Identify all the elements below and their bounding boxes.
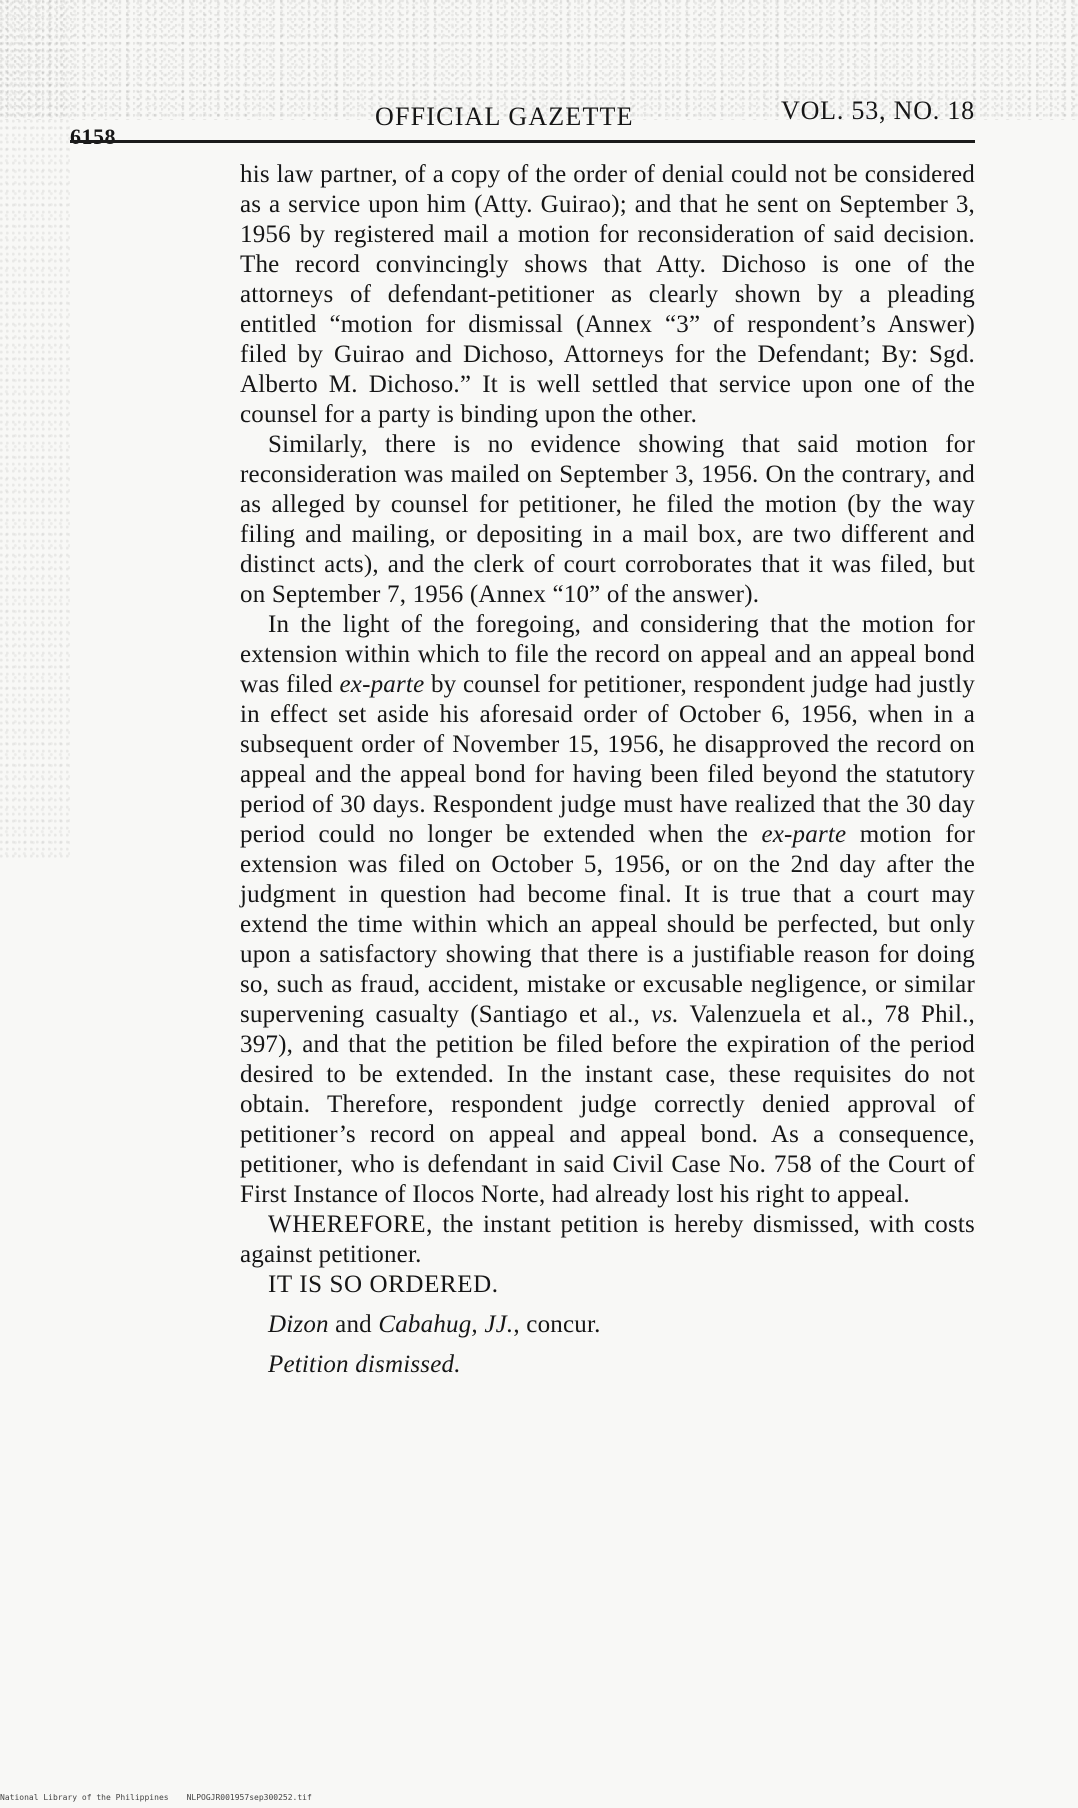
justice-dizon: Dizon — [268, 1311, 329, 1338]
ordered-line: IT IS SO ORDERED. — [268, 1271, 499, 1298]
paragraph-2: Similarly, there is no evidence showing that said motion for reconsideration was mailed on September 3, 1956. On the contrary, and as alleged by counsel for petitioner, he filed the motion (by the way filing and mailing, or depositing in a mail box, are two different and distinct acts), and the clerk of court corroborates that it was filed, but on September 7, 1956 (Annex “10” of the answer). — [240, 431, 975, 608]
scan-filename: NLPOGJR001957sep300252.tif — [186, 1793, 312, 1802]
header-rule — [70, 140, 975, 143]
concur-suffix: , concur. — [513, 1311, 601, 1338]
dismissal-line: Petition dismissed. — [268, 1351, 461, 1378]
paragraph-3 — [240, 610, 975, 1210]
wherefore-label: WHEREFORE, — [268, 1211, 434, 1238]
paragraph-3-part-c: by counsel for petitioner, respondent judge had justly in effect set aside his aforesaid order of October 6, 1956, when in a subsequent order of November 15, 1956, he disapproved the record on appeal and the appeal bond for having been filed beyond the statutory period of 30 days. Respondent judge must have realized that the 30 day period could no longer be extended when the — [240, 671, 975, 848]
scan-footer — [0, 1793, 312, 1802]
concurrence-line — [240, 1310, 975, 1340]
paragraph-3-part-a: In the light of the foregoing, and considering that the motion for extension within which to file the record on appeal and an appeal bond was filed — [240, 611, 975, 698]
concur-and: and — [328, 1311, 379, 1338]
library-credit: National Library of the Philippines — [0, 1793, 169, 1802]
paragraph-3-part-e: motion for extension was filed on October 5, 1956, or on the 2nd day after the judgment in question had become final. It is true that a court may extend the time within which an appeal should be perfected, but only upon a satisfactory showing that there is a justifiable reason for doing so, such as fraud, accident, mistake or excusable negligence, or similar supervening casualty (Santiago et al., — [240, 821, 975, 1028]
paragraph-4-text: the instant petition is hereby dismissed, with costs against petitioner. — [240, 1211, 975, 1268]
paragraph-3-ex-parte-1: ex-parte — [339, 671, 425, 698]
paragraph-1: his law partner, of a copy of the order of denial could not be considered as a service upon him (Atty. Guirao); and that he sent on September 3, 1956 by registered mail a motion for reconsideration of said decision. The record convincingly shows that Atty. Dichoso is one of the attorneys of defendant-petitioner as clearly shown by a pleading entitled “motion for dismissal (Annex “3” of respondent’s Answer) filed by Guirao and Dichoso, Attorneys for the Defendant; By: Sgd. Alberto M. Dichoso.” It is well settled that service upon one of the counsel for a party is binding upon the other. — [240, 161, 975, 428]
paragraph-3-part-g: Valenzuela et al., 78 Phil., 397), and that the petition be filed before the expiration of the period desired to be extended. In the instant case, these requisites do not obtain. Therefore, respondent judge correctly denied approval of petitioner’s record on appeal and appeal bond. As a consequence, petitioner, who is defendant in said Civil Case No. 758 of the Court of First Instance of Ilocos Norte, had already lost his right to appeal. — [240, 1001, 975, 1208]
volume-number: VOL. 53, NO. 18 — [781, 96, 975, 125]
paragraph-3-versus: vs. — [651, 1001, 679, 1028]
document-body — [240, 160, 975, 1380]
page-number: 6158 — [70, 124, 116, 149]
publication-title: OFFICIAL GAZETTE — [375, 102, 634, 131]
page-header — [70, 96, 975, 149]
justice-cabahug: Cabahug, JJ. — [378, 1311, 514, 1338]
scan-noise-left — [0, 0, 70, 860]
paragraph-4 — [240, 1210, 975, 1270]
paragraph-3-ex-parte-2: ex-parte — [761, 821, 847, 848]
